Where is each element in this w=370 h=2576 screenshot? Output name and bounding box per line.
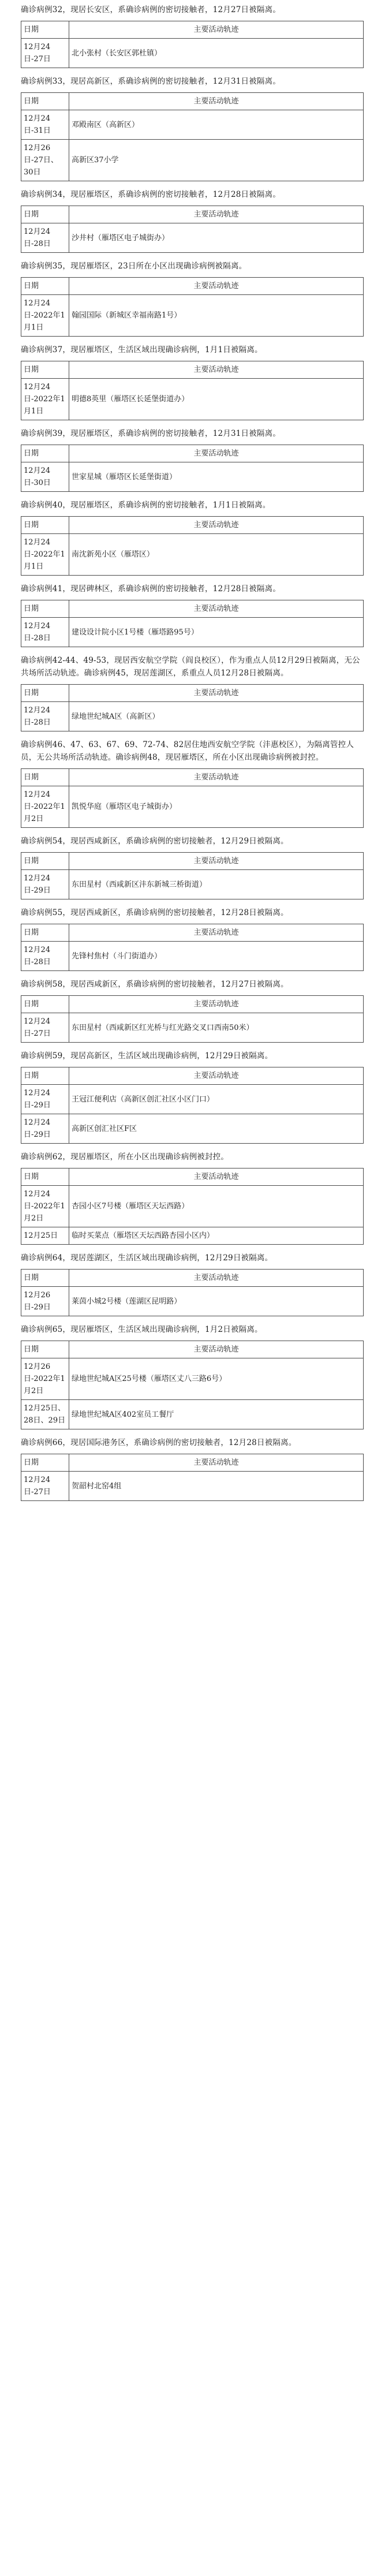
header-track: 主要活动轨迹 — [69, 600, 364, 618]
case-section — [0, 651, 370, 731]
activity-track-table — [21, 1168, 364, 1245]
header-track: 主要活动轨迹 — [69, 1341, 364, 1358]
activity-track-table — [21, 852, 364, 899]
header-track: 主要活动轨迹 — [69, 278, 364, 295]
table-row — [21, 786, 364, 828]
header-date: 日期 — [21, 924, 69, 942]
case-section — [0, 1147, 370, 1245]
activity-track-table — [21, 361, 364, 420]
case-description: 确诊病例62，现居雁塔区，所在小区出现确诊病例被封控。 — [21, 1152, 229, 1162]
header-date: 日期 — [21, 361, 69, 379]
row-place: 东田星村（西咸新区沣东新城三桥街道） — [69, 870, 364, 899]
table-header-row — [21, 1067, 364, 1085]
table-row — [21, 1400, 364, 1429]
header-track: 主要活动轨迹 — [69, 1067, 364, 1085]
case-section — [0, 424, 370, 492]
row-date: 12月26日-29日 — [21, 1287, 69, 1316]
case-section — [0, 831, 370, 899]
case-description: 确诊病例34，现居雁塔区，系确诊病例的密切接触者，12月28日被隔离。 — [21, 190, 281, 199]
case-section — [0, 185, 370, 253]
row-date: 12月26日-2022年1月2日 — [21, 1358, 69, 1400]
header-date: 日期 — [21, 853, 69, 870]
header-track: 主要活动轨迹 — [69, 517, 364, 534]
row-date: 12月24日-31日 — [21, 110, 69, 140]
row-date: 12月24日-28日 — [21, 618, 69, 647]
table-row — [21, 1227, 364, 1245]
row-place: 高新区37小学 — [69, 140, 364, 181]
header-date: 日期 — [21, 517, 69, 534]
row-place: 东田星村（西咸新区红光桥与红光路交叉口西南50米） — [69, 1013, 364, 1043]
header-track: 主要活动轨迹 — [69, 1454, 364, 1472]
header-track: 主要活动轨迹 — [69, 853, 364, 870]
table-header-row — [21, 21, 364, 39]
row-date: 12月25日 — [21, 1227, 69, 1245]
case-description: 确诊病例39，现居雁塔区，系确诊病例的密切接触者，12月31日被隔离。 — [21, 429, 281, 438]
header-date: 日期 — [21, 278, 69, 295]
header-date: 日期 — [21, 769, 69, 786]
case-section — [0, 495, 370, 576]
row-place: 建设设计院小区1号楼（雁塔路95号） — [69, 618, 364, 647]
row-place: 沙井村（雁塔区电子城街办） — [69, 223, 364, 253]
table-row — [21, 942, 364, 971]
table-row — [21, 702, 364, 731]
header-track: 主要活动轨迹 — [69, 769, 364, 786]
row-date: 12月25日、28日、29日 — [21, 1400, 69, 1429]
row-place: 贺韶村北窑4组 — [69, 1472, 364, 1501]
header-track: 主要活动轨迹 — [69, 361, 364, 379]
table-header-row — [21, 769, 364, 786]
row-place: 杏园小区7号楼（雁塔区天坛西路） — [69, 1186, 364, 1227]
table-header-row — [21, 93, 364, 110]
header-track: 主要活动轨迹 — [69, 685, 364, 702]
header-track: 主要活动轨迹 — [69, 996, 364, 1013]
case-description: 确诊病例41，现居碑林区，系确诊病例的密切接触者，12月28日被隔离。 — [21, 584, 281, 593]
table-header-row — [21, 1341, 364, 1358]
row-date: 12月24日-27日 — [21, 1013, 69, 1043]
row-place: 邓殿南区（高新区） — [69, 110, 364, 140]
row-place: 北小张村（长安区郭杜镇） — [69, 39, 364, 68]
activity-track-table — [21, 445, 364, 492]
row-place: 南沈新苑小区（雁塔区） — [69, 534, 364, 576]
activity-track-table — [21, 1067, 364, 1144]
case-description: 确诊病例54，现居西咸新区，系确诊病例的密切接触者，12月29日被隔离。 — [21, 837, 289, 846]
case-description: 确诊病例46、47、63、67、69、72-74、82居住地西安航空学院（沣惠校区），为隔离管控人员，无公共场所活动轨迹。确诊病例48，现居雁塔区，所在小区出现确诊病例被封控。 — [21, 740, 354, 762]
table-header-row — [21, 853, 364, 870]
header-track: 主要活动轨迹 — [69, 93, 364, 110]
table-row — [21, 140, 364, 181]
table-row — [21, 223, 364, 253]
case-section — [0, 975, 370, 1043]
table-header-row — [21, 445, 364, 462]
case-description: 确诊病例65，现居雁塔区，生活区域出现确诊病例，1月2日被隔离。 — [21, 1325, 263, 1334]
table-header-row — [21, 517, 364, 534]
table-header-row — [21, 924, 364, 942]
header-date: 日期 — [21, 1341, 69, 1358]
header-date: 日期 — [21, 1270, 69, 1287]
case-section — [0, 903, 370, 971]
header-date: 日期 — [21, 93, 69, 110]
row-place: 明德8英里（雁塔区长延堡街道办） — [69, 379, 364, 420]
table-row — [21, 379, 364, 420]
case-description: 确诊病例33，现居高新区，系确诊病例的密切接触者，12月31日被隔离。 — [21, 77, 281, 86]
case-section — [0, 1248, 370, 1316]
row-date: 12月24日-30日 — [21, 462, 69, 492]
row-date: 12月24日-2022年1月2日 — [21, 786, 69, 828]
case-description: 确诊病例35，现居雁塔区，23日所在小区出现确诊病例被隔离。 — [21, 262, 247, 271]
table-row — [21, 618, 364, 647]
activity-track-table — [21, 277, 364, 337]
table-row — [21, 1358, 364, 1400]
case-description: 确诊病例59，现居高新区，生活区域出现确诊病例，12月29日被隔离。 — [21, 1051, 273, 1061]
row-date: 12月24日-29日 — [21, 1085, 69, 1114]
row-place: 绿地世纪城A区25号楼（雁塔区丈八三路6号） — [69, 1358, 364, 1400]
activity-track-table — [21, 206, 364, 253]
row-date: 12月24日-29日 — [21, 1114, 69, 1144]
row-date: 12月24日-2022年1月1日 — [21, 534, 69, 576]
case-section — [0, 256, 370, 337]
row-place: 绿地世纪城A区402室员工餐厅 — [69, 1400, 364, 1429]
header-track: 主要活动轨迹 — [69, 924, 364, 942]
activity-track-table — [21, 1454, 364, 1501]
case-description: 确诊病例58，现居西咸新区，系确诊病例的密切接触者，12月27日被隔离。 — [21, 980, 289, 989]
row-place: 临时买菜点（雁塔区天坛西路杏园小区内） — [69, 1227, 364, 1245]
header-date: 日期 — [21, 1454, 69, 1472]
table-row — [21, 1085, 364, 1114]
header-date: 日期 — [21, 21, 69, 39]
activity-track-table — [21, 924, 364, 971]
case-section — [0, 1046, 370, 1144]
case-description: 确诊病例55，现居西咸新区，系确诊病例的密切接触者，12月28日被隔离。 — [21, 908, 289, 917]
table-header-row — [21, 996, 364, 1013]
case-description: 确诊病例32，现居长安区，系确诊病例的密切接触者，12月27日被隔离。 — [21, 5, 281, 14]
header-date: 日期 — [21, 1067, 69, 1085]
table-row — [21, 295, 364, 337]
case-section — [0, 579, 370, 647]
table-row — [21, 110, 364, 140]
table-header-row — [21, 361, 364, 379]
table-row — [21, 39, 364, 68]
row-date: 12月26日-27日、30日 — [21, 140, 69, 181]
row-place: 高新区创汇社区F区 — [69, 1114, 364, 1144]
case-section — [0, 340, 370, 420]
case-description: 确诊病例66，现居国际港务区，系确诊病例的密切接触者，12月28日被隔离。 — [21, 1438, 297, 1447]
table-header-row — [21, 1454, 364, 1472]
header-date: 日期 — [21, 206, 69, 223]
header-date: 日期 — [21, 685, 69, 702]
table-row — [21, 1186, 364, 1227]
header-track: 主要活动轨迹 — [69, 1270, 364, 1287]
activity-track-table — [21, 1269, 364, 1316]
row-place: 莱茵小城2号楼（莲湖区昆明路） — [69, 1287, 364, 1316]
case-section — [0, 1433, 370, 1501]
case-description: 确诊病例40，现居雁塔区，系确诊病例的密切接触者，1月1日被隔离。 — [21, 501, 271, 510]
row-date: 12月24日-27日 — [21, 1472, 69, 1501]
activity-track-table — [21, 21, 364, 68]
table-row — [21, 534, 364, 576]
header-date: 日期 — [21, 600, 69, 618]
header-date: 日期 — [21, 996, 69, 1013]
activity-track-table — [21, 995, 364, 1043]
table-row — [21, 1114, 364, 1144]
row-date: 12月24日-2022年1月1日 — [21, 295, 69, 337]
row-date: 12月24日-2022年1月2日 — [21, 1186, 69, 1227]
table-row — [21, 870, 364, 899]
row-place: 先锋村焦村（斗门街道办） — [69, 942, 364, 971]
header-date: 日期 — [21, 1168, 69, 1186]
case-section — [0, 1320, 370, 1429]
case-section — [0, 0, 370, 68]
row-date: 12月24日-29日 — [21, 870, 69, 899]
case-section — [0, 735, 370, 828]
activity-track-table — [21, 768, 364, 828]
header-track: 主要活动轨迹 — [69, 445, 364, 462]
case-description: 确诊病例37，现居雁塔区，生活区域出现确诊病例，1月1日被隔离。 — [21, 345, 263, 354]
case-description: 确诊病例42-44、49-53，现居西安航空学院（阎良校区），作为重点人员12月29日被隔离，无公共场所活动轨迹。确诊病例45，现居莲湖区，系重点人员12月28日被隔离。 — [21, 656, 360, 678]
case-section — [0, 72, 370, 181]
row-date: 12月24日-2022年1月1日 — [21, 379, 69, 420]
row-date: 12月24日-28日 — [21, 702, 69, 731]
activity-track-table — [21, 600, 364, 647]
table-header-row — [21, 685, 364, 702]
row-place: 凯悦华庭（雁塔区电子城街办） — [69, 786, 364, 828]
row-date: 12月24日-27日 — [21, 39, 69, 68]
table-header-row — [21, 600, 364, 618]
row-date: 12月24日-28日 — [21, 942, 69, 971]
header-track: 主要活动轨迹 — [69, 1168, 364, 1186]
header-track: 主要活动轨迹 — [69, 21, 364, 39]
table-header-row — [21, 278, 364, 295]
activity-track-table — [21, 684, 364, 731]
table-header-row — [21, 1168, 364, 1186]
table-header-row — [21, 206, 364, 223]
activity-track-table — [21, 516, 364, 576]
header-track: 主要活动轨迹 — [69, 206, 364, 223]
row-date: 12月24日-28日 — [21, 223, 69, 253]
row-place: 王冠江便利店（高新区创汇社区小区门口） — [69, 1085, 364, 1114]
activity-track-table — [21, 1341, 364, 1429]
row-place: 翰园国际（新城区幸福南路1号） — [69, 295, 364, 337]
row-place: 绿地世纪城A区（高新区） — [69, 702, 364, 731]
row-place: 世家星城（雁塔区长延堡街道） — [69, 462, 364, 492]
table-row — [21, 1472, 364, 1501]
header-date: 日期 — [21, 445, 69, 462]
table-header-row — [21, 1270, 364, 1287]
table-row — [21, 1013, 364, 1043]
table-row — [21, 462, 364, 492]
case-description: 确诊病例64，现居莲湖区，生活区域出现确诊病例，12月29日被隔离。 — [21, 1253, 273, 1263]
table-row — [21, 1287, 364, 1316]
activity-track-table — [21, 92, 364, 181]
